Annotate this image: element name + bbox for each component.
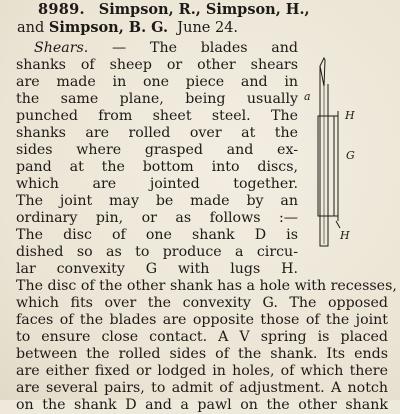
body-line: The joint may be made by an [16, 193, 298, 209]
entry-heading-line1 [38, 0, 310, 20]
entry-number: 8989. [38, 1, 85, 18]
body-line: are made in one piece and in [16, 74, 298, 90]
entry-date: June 24. [177, 20, 239, 36]
entry-heading-line2 [17, 18, 238, 38]
body-line: which are jointed together. [16, 176, 298, 192]
body-line: to ensure close contact. A V spring is placed [16, 329, 388, 345]
body-line: dished so as to produce a circu- [16, 244, 298, 260]
body-line: lar convexity G with lugs H. [16, 261, 298, 277]
body-line: are several pairs, to admit of adjustment. A notch [16, 380, 388, 396]
body-line: sides where grasped and ex- [16, 142, 298, 158]
shears-figure [290, 56, 370, 256]
label-h-upper: H [345, 109, 355, 122]
body-line: The disc of one shank D is [16, 227, 298, 243]
body-line: ordinary pin, or as follows :— [16, 210, 298, 226]
body-line: shanks are rolled over at the [16, 125, 298, 141]
entry-names-line1: Simpson, R., Simpson, H., [98, 1, 310, 18]
body-line: on the shank D and a pawl on the other shank [16, 397, 388, 413]
label-a: a [304, 90, 311, 103]
body-line: Shears. — The blades and [34, 40, 298, 56]
body-line: which fits over the convexity G. The opposed [16, 295, 388, 311]
heading-and: and [17, 20, 45, 36]
label-g: G [346, 149, 355, 162]
shears-diagram [290, 56, 370, 256]
body-line: are either fixed or lodged in holes, of which there [16, 363, 388, 379]
body-line: pand at the bottom into discs, [16, 159, 298, 175]
body-line: punched from sheet steel. The [16, 108, 298, 124]
lower-pointer [336, 221, 340, 228]
label-h-lower: H [340, 229, 350, 242]
body-line: the same plane, being usually [16, 91, 298, 107]
body-line: faces of the blades are opposite those of the joint [16, 312, 388, 328]
entry-names-line2: Simpson, B. G. [48, 19, 169, 36]
blade-tip [320, 58, 325, 86]
body-line: The disc of the other shank has a hole with recesses, [16, 278, 397, 294]
topic-title: Shears. [34, 40, 89, 56]
body-line: between the rolled sides of the shank. Its ends [16, 346, 388, 362]
body-line: shanks of sheep or other shears [16, 57, 298, 73]
